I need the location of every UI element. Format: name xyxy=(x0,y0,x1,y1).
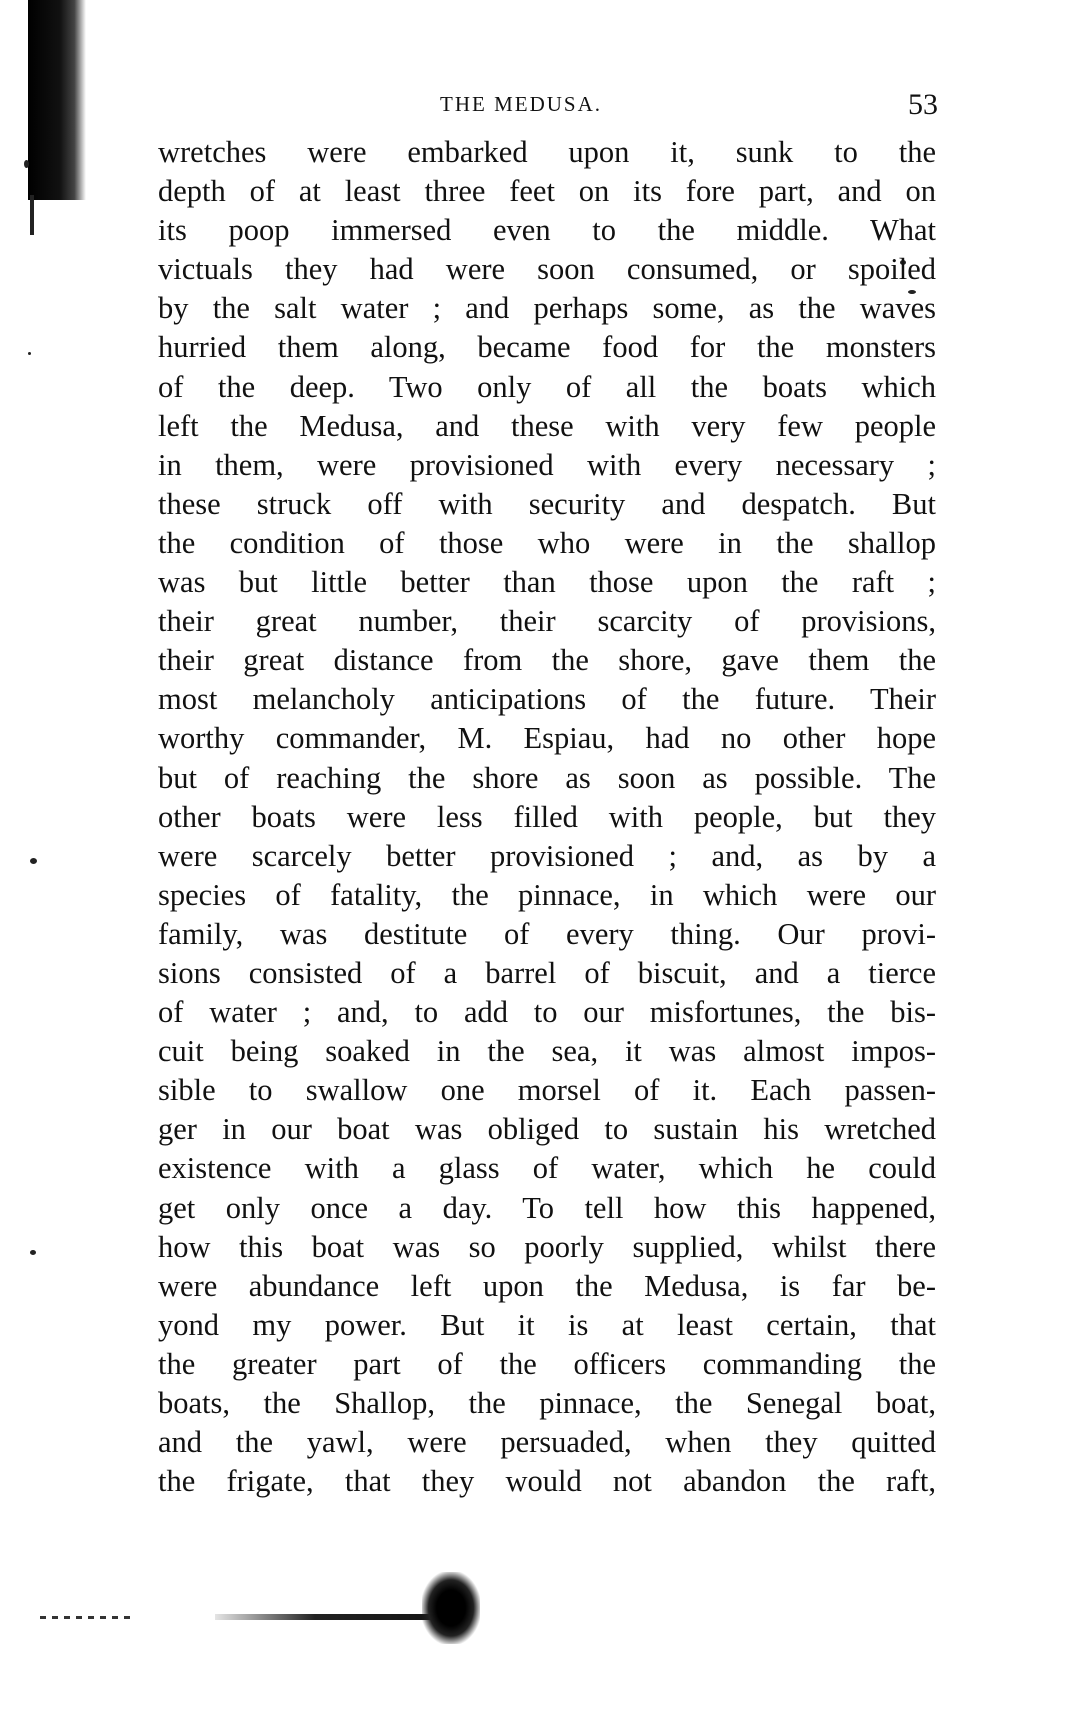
text-line: were abundance left upon the Medusa, is far be- xyxy=(158,1268,936,1303)
text-line: most melancholy anticipations of the future. Their xyxy=(158,682,936,717)
text-line: by the salt water ; and perhaps some, as the waves xyxy=(158,291,936,326)
body-text xyxy=(158,133,936,1501)
text-line: the frigate, that they would not abandon the raft, xyxy=(158,1464,936,1499)
ink-speck xyxy=(28,352,31,355)
text-line: their great number, their scarcity of provisions, xyxy=(158,604,936,639)
text-line: cuit being soaked in the sea, it was almost impos- xyxy=(158,1034,936,1069)
page-header xyxy=(158,88,938,128)
text-line: its poop immersed even to the middle. What xyxy=(158,213,936,248)
text-line: depth of at least three feet on its fore part, and on xyxy=(158,174,936,209)
text-line: sions consisted of a barrel of biscuit, and a tierce xyxy=(158,955,936,990)
text-line: their great distance from the shore, gave them the xyxy=(158,643,936,678)
text-line: wretches were embarked upon it, sunk to the xyxy=(158,135,936,169)
text-line: ger in our boat was obliged to sustain his wretched xyxy=(158,1112,936,1147)
text-line: of the deep. Two only of all the boats which xyxy=(158,369,936,404)
text-line: hurried them along, became food for the monsters xyxy=(158,330,936,365)
scan-ink-blot xyxy=(422,1572,480,1644)
text-line: but of reaching the shore as soon as possible. The xyxy=(158,760,936,795)
ink-speck xyxy=(24,160,29,168)
text-line: other boats were less filled with people, but they xyxy=(158,799,936,834)
scan-margin-shadow xyxy=(28,0,86,200)
text-line: were scarcely better provisioned ; and, as by a xyxy=(158,838,936,873)
text-line: and the yawl, were persuaded, when they quitted xyxy=(158,1425,936,1460)
text-line: sible to swallow one morsel of it. Each passen- xyxy=(158,1073,936,1108)
text-line: was but little better than those upon the raft ; xyxy=(158,565,936,600)
text-line: the condition of those who were in the shallop xyxy=(158,525,936,560)
scan-margin-mark xyxy=(30,195,34,235)
text-line: left the Medusa, and these with very few people xyxy=(158,408,936,443)
text-line: get only once a day. To tell how this happened, xyxy=(158,1190,936,1225)
ink-speck xyxy=(30,1250,36,1255)
text-line: in them, were provisioned with every necessary ; xyxy=(158,447,936,482)
text-line: victuals they had were soon consumed, or spoiled xyxy=(158,252,936,287)
text-line: these struck off with security and despatch. But xyxy=(158,486,936,521)
text-line: how this boat was so poorly supplied, whilst there xyxy=(158,1229,936,1264)
running-title: THE MEDUSA. xyxy=(440,92,602,116)
text-line: family, was destitute of every thing. Our provi- xyxy=(158,916,936,951)
text-line: boats, the Shallop, the pinnace, the Senegal boat, xyxy=(158,1386,936,1420)
text-line: the greater part of the officers commanding the xyxy=(158,1346,936,1381)
text-line: species of fatality, the pinnace, in which were our xyxy=(158,877,936,912)
ink-speck xyxy=(30,858,37,864)
text-line: worthy commander, M. Espiau, had no other hope xyxy=(158,721,936,756)
text-line: existence with a glass of water, which he could xyxy=(158,1151,936,1186)
page-number: 53 xyxy=(908,88,938,121)
scan-ink-dashes xyxy=(40,1616,130,1619)
text-line: yond my power. But it is at least certain, that xyxy=(158,1307,936,1342)
text-line: of water ; and, to add to our misfortunes, the bis- xyxy=(158,995,936,1030)
